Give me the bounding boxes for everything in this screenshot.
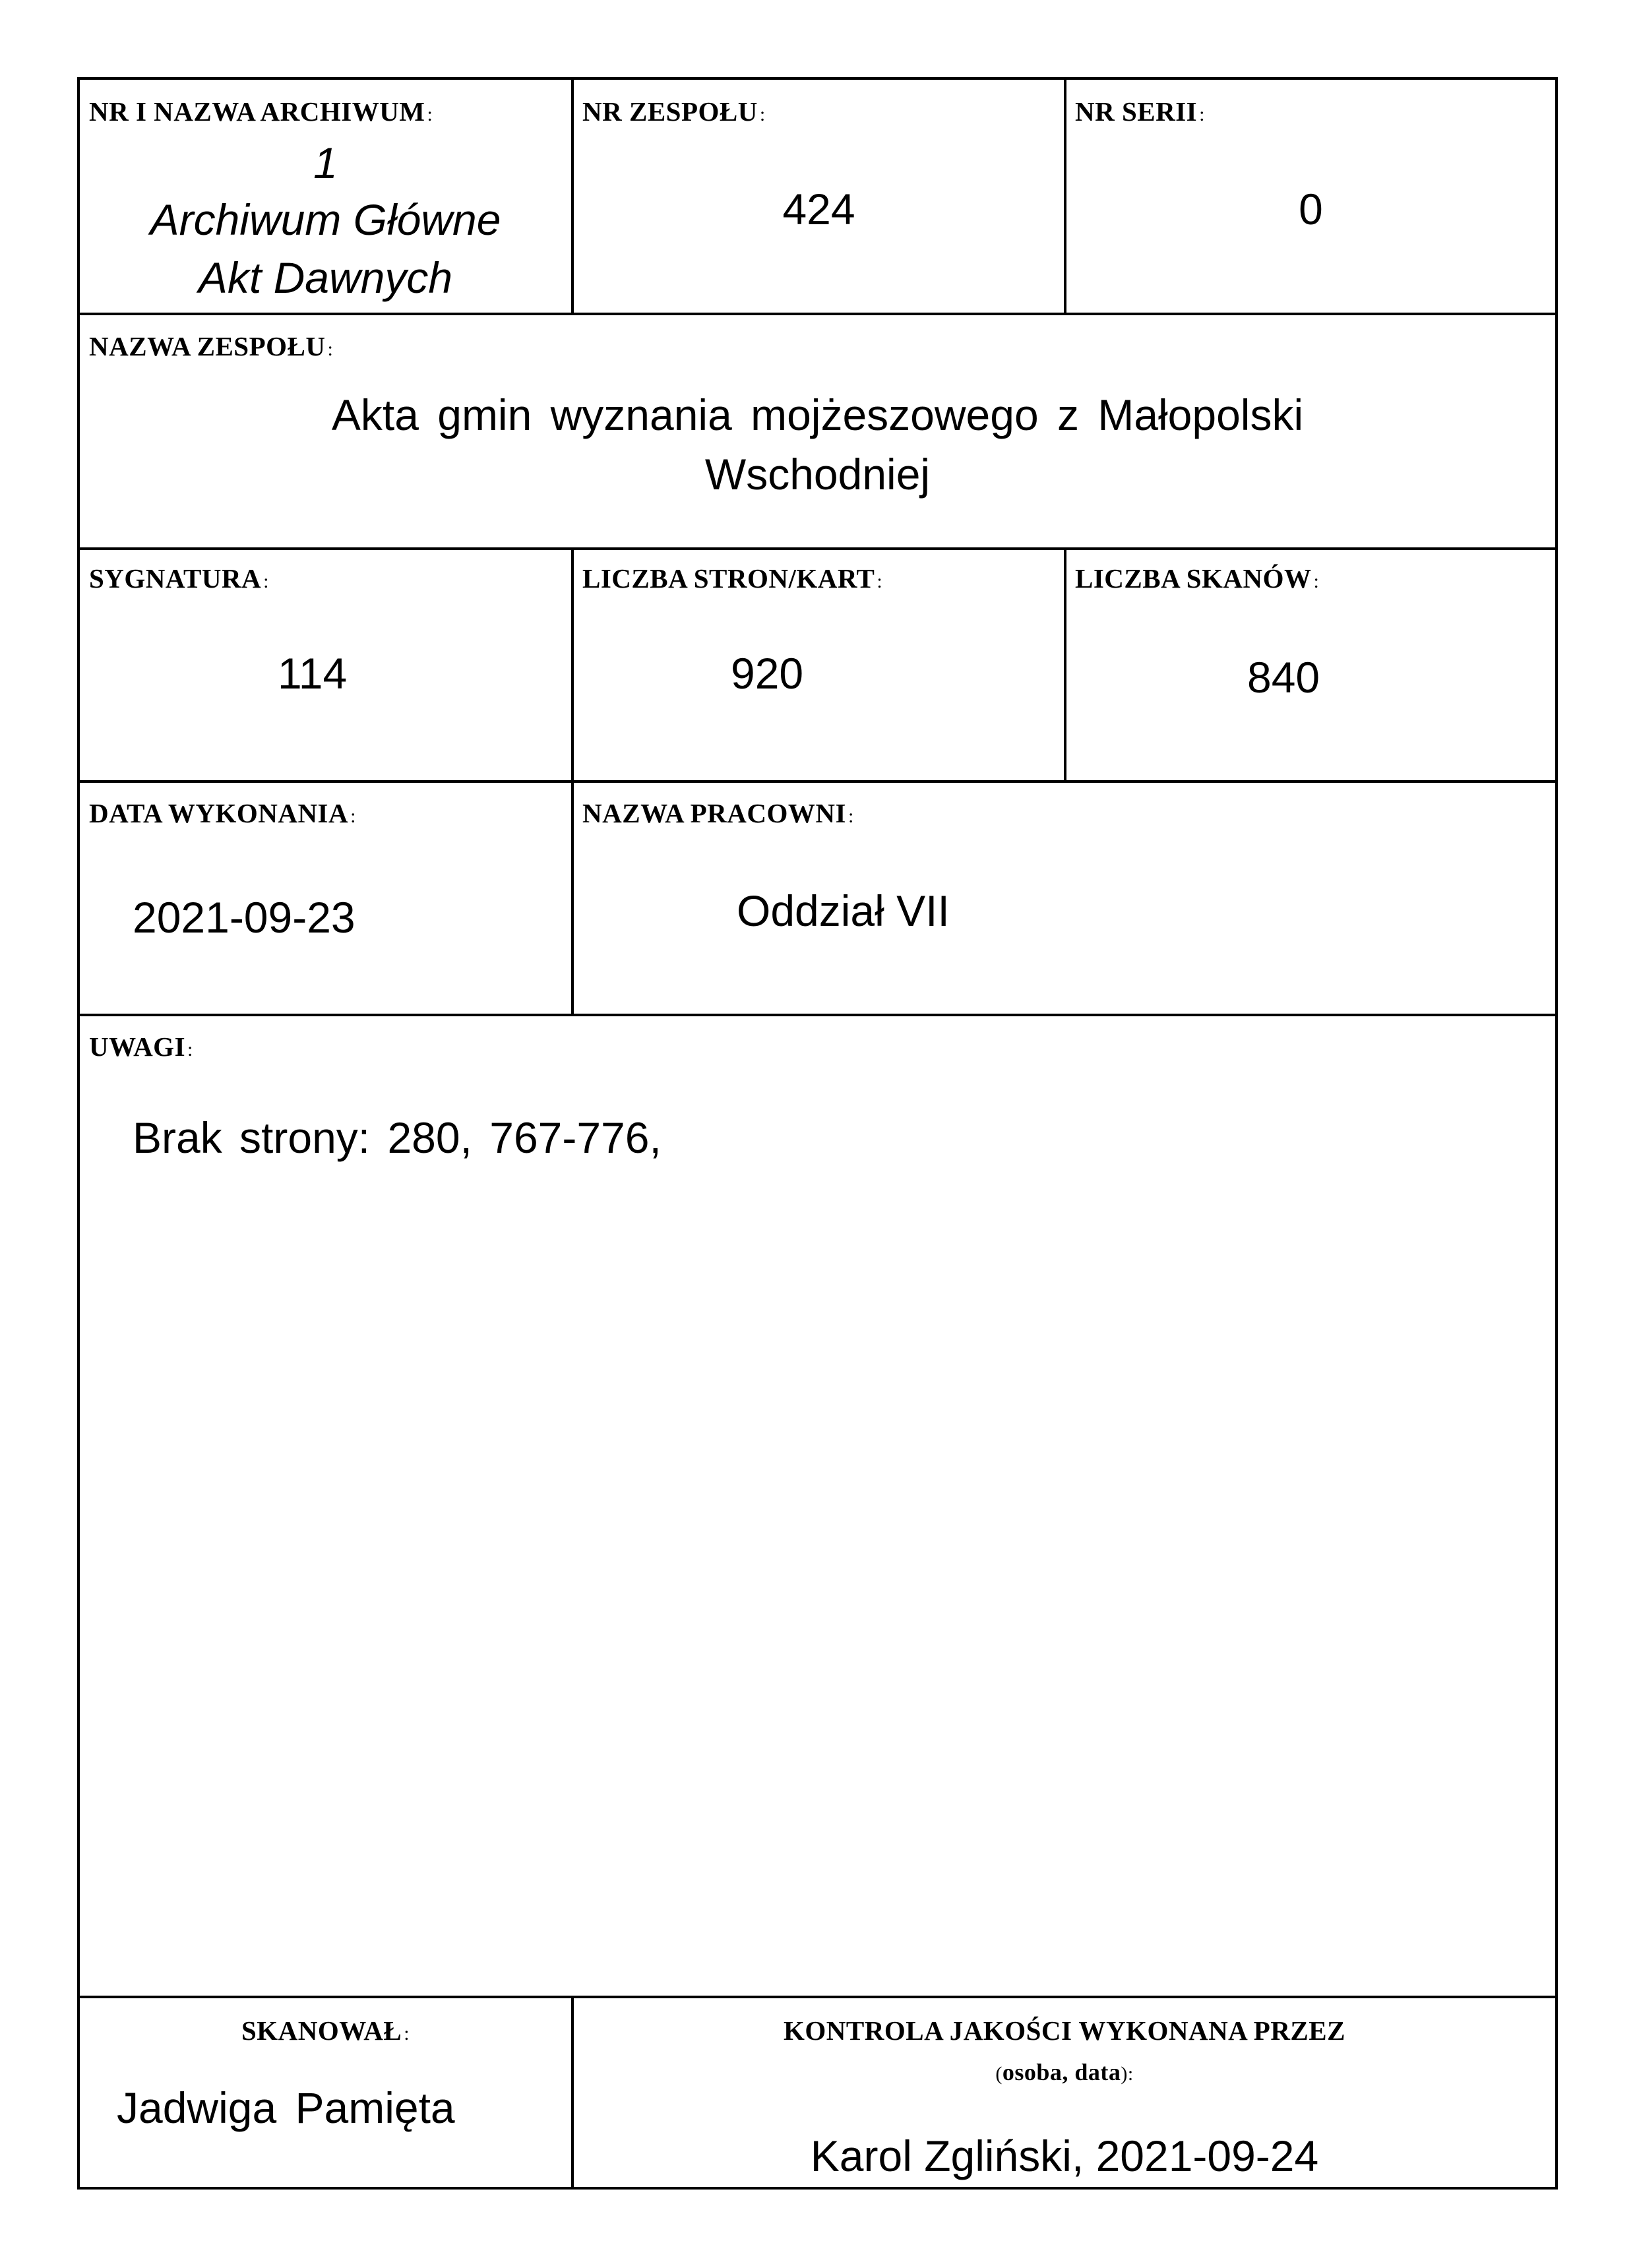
signature-value: 114 — [278, 649, 348, 698]
scans-count-value: 840 — [1247, 653, 1320, 702]
row-divider-4 — [80, 1014, 1555, 1016]
col-divider-row3-b — [1064, 547, 1066, 783]
fonds-number-value: 424 — [782, 185, 855, 233]
row-divider-5 — [80, 1996, 1555, 1998]
remarks-label: UWAGI : — [89, 1031, 193, 1062]
workshop-value: Oddział VII — [737, 886, 950, 935]
series-number-value: 0 — [1299, 185, 1323, 233]
workshop-label: NAZWA PRACOWNI : — [582, 798, 854, 828]
scanned-by-value: Jadwiga Pamięta — [117, 2083, 455, 2132]
quality-control-value: Karol Zgliński, 2021-09-24 — [810, 2131, 1319, 2180]
metadata-sheet — [77, 77, 1558, 2190]
execution-date-value: 2021-09-23 — [133, 893, 355, 942]
archive-label: NR I NAZWA ARCHIWUM : — [89, 96, 433, 127]
fonds-name-label: NAZWA ZESPOŁU : — [89, 331, 334, 361]
pages-count-value: 920 — [731, 649, 804, 698]
execution-date-label: DATA WYKONANIA : — [89, 798, 356, 828]
row-divider-2 — [80, 547, 1555, 550]
row-divider-1 — [80, 313, 1555, 315]
fonds-name-line2: Wschodniej — [704, 450, 931, 499]
scans-count-label: LICZBA SKANÓW : — [1075, 563, 1320, 594]
archive-number: 1 — [313, 138, 338, 187]
quality-control-sublabel: (osoba, data): — [995, 2059, 1134, 2085]
fonds-name-line1: Akta gmin wyznania mojżeszowego z Małopolski — [331, 390, 1304, 439]
col-divider-row4 — [571, 780, 574, 1016]
archive-name-line1: Archiwum Główne — [150, 195, 501, 244]
archive-name-line2: Akt Dawnych — [198, 253, 453, 302]
series-number-label: NR SERII : — [1075, 96, 1205, 127]
scanned-by-label: SKANOWAŁ : — [241, 2015, 410, 2046]
remarks-value: Brak strony: 280, 767-776, — [133, 1113, 662, 1162]
pages-count-label: LICZBA STRON/KART : — [582, 563, 883, 594]
col-divider-row3-a — [571, 547, 574, 783]
fonds-number-label: NR ZESPOŁU : — [582, 96, 766, 127]
signature-label: SYGNATURA : — [89, 563, 269, 594]
row-divider-3 — [80, 780, 1555, 783]
quality-control-label: KONTROLA JAKOŚCI WYKONANA PRZEZ — [784, 2015, 1345, 2046]
